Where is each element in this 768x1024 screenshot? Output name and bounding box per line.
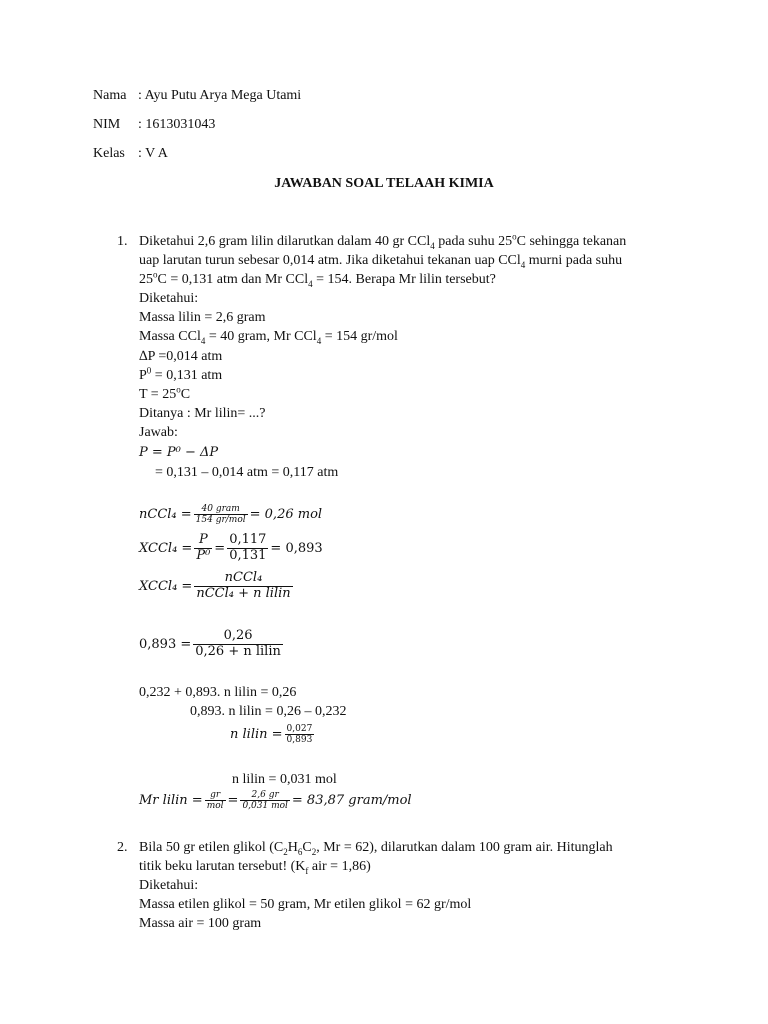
q1-number: 1. bbox=[117, 234, 128, 249]
q2-line2: titik beku larutan tersebut! ($K_f$ air = 1,86) bbox=[139, 859, 371, 876]
q1-line1: Diketahui 2,6 gram lilin dilarutkan dalam 40 gr CCl$_4$ pada suhu 25$^o$C sehingga tekanan bbox=[139, 231, 627, 251]
eq-x-ccl4-moles: XCCl₄ = $\frac{\text{nCCl₄}}{\text{nCCl₄ + n lilin}}$ bbox=[139, 570, 291, 602]
eq-x-ccl4-ratio: XCCl₄ = $\frac{P}{\text{P⁰}}$ = $\frac{0,117}{0,131}$ = 0,893 bbox=[139, 532, 323, 564]
q1-massa-lilin: Massa lilin = 2,6 gram bbox=[139, 310, 266, 325]
q2-number: 2. bbox=[117, 840, 128, 855]
eq-n-ccl4: nCCl₄ = $\frac{\text{40 gram}}{\text{154 gr/mol}}$ = 0,26 mol bbox=[139, 503, 323, 526]
q2-diketahui: Diketahui: bbox=[139, 878, 199, 893]
nama-value: : Ayu Putu Arya Mega Utami bbox=[138, 88, 302, 103]
q2-massa-air: Massa air = 100 gram bbox=[139, 916, 262, 931]
nim-label: NIM bbox=[93, 117, 121, 132]
q1-line3: $25^oC = 0,131$ atm dan Mr CCl$_4$ = 154. Berapa Mr lilin tersebut? bbox=[139, 269, 496, 289]
eq-mr-lilin: Mr lilin = $\frac{gr}{\text{mol}}$ = $\frac{2,6 gr}{\text{0,031 mol}}$ = 83,87 gram/mol bbox=[139, 789, 412, 812]
q1-p0: $P^0 = 0,131$ atm bbox=[139, 365, 223, 383]
eq-mole-fraction-solve: 0,893 = $\frac{0,26}{\text{0,26 + n lilin}}$ bbox=[139, 628, 281, 660]
step-1: 0,232 + 0,893. n lilin = 0,26 bbox=[139, 685, 297, 700]
q1-massa-ccl4: Massa CCl$_4$ = 40 gram, Mr CCl$_4$ = 154 gr/mol bbox=[139, 329, 398, 346]
kelas-value: : V A bbox=[138, 146, 168, 161]
step-2: 0,893. n lilin = 0,26 – 0,232 bbox=[190, 704, 347, 719]
eq-pressure: P = P⁰ − ΔP bbox=[139, 445, 219, 460]
page-title: JAWABAN SOAL TELAAH KIMIA bbox=[274, 176, 494, 191]
step-3: n lilin = $\frac{0,027}{0,893}$ bbox=[230, 723, 313, 746]
kelas-label: Kelas bbox=[93, 146, 125, 161]
q1-diketahui: Diketahui: bbox=[139, 291, 199, 306]
q1-temperature: $T = 25^oC$ bbox=[139, 384, 191, 402]
q2-line1: Bila 50 gr etilen glikol ($C_2H_6C_2$, Mr = 62), dilarutkan dalam 100 gram air. Hitunglah bbox=[139, 840, 613, 857]
nim-value: : 1613031043 bbox=[138, 117, 216, 132]
q1-ditanya: Ditanya : Mr lilin= ...? bbox=[139, 406, 266, 421]
q1-delta-p: ∆P =0,014 atm bbox=[139, 349, 223, 364]
q1-line2: uap larutan turun sebesar 0,014 atm. Jika diketahui tekanan uap CCl$_4$ murni pada suhu bbox=[139, 253, 623, 270]
q1-jawab: Jawab: bbox=[139, 425, 178, 440]
nama-label: Nama bbox=[93, 88, 127, 103]
eq-pressure-calc: = 0,131 – 0,014 atm = 0,117 atm bbox=[155, 465, 339, 480]
q2-massa-etilen-glikol: Massa etilen glikol = 50 gram, Mr etilen glikol = 62 gr/mol bbox=[139, 897, 472, 912]
step-4: n lilin = 0,031 mol bbox=[232, 772, 337, 787]
